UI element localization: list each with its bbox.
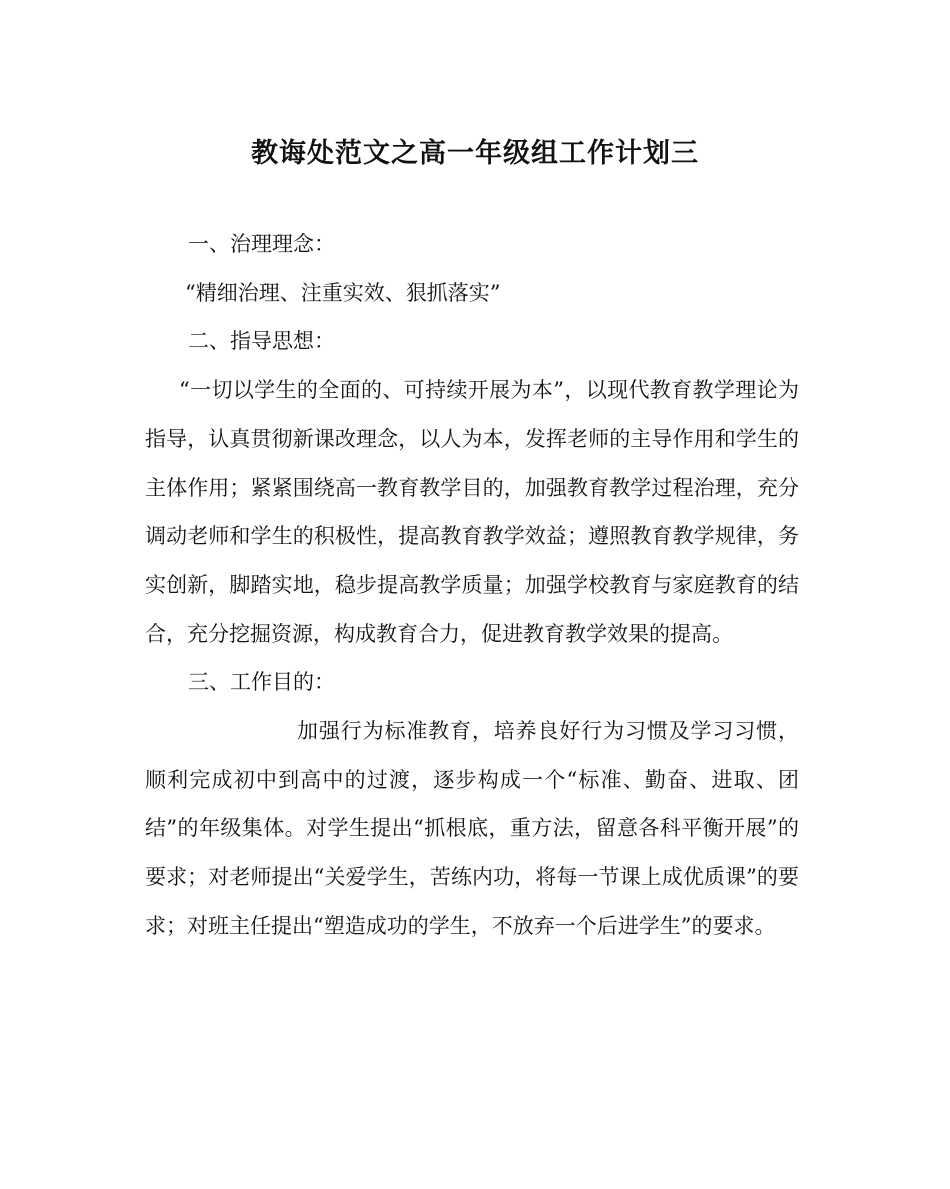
document-body (145, 220, 799, 951)
section-heading-guiding-thought: 二、指导思想： (188, 329, 335, 354)
philosophy-slogan: “精细治理、注重实效、狠抓落实” (185, 280, 501, 305)
section-heading-philosophy: 一、治理理念： (188, 232, 335, 256)
document-title: 教诲处范文之高一年级组工作计划三 (251, 138, 699, 169)
work-goals-paragraph: 加强行为标准教育，培养良好行为习惯及学习习惯，顺利完成初中到高中的过渡，逐步构成一个“标准、勤奋、进取、团结”的年级集体。对学生提出“抓根底，重方法，留意各科平衡开展”的要求；对老师提出“关爱学生，苦练内功，将每一节课上成优质课”的要求；对班主任提出“塑造成功的学生，不放弃一个后进学生”的要求。 (145, 719, 799, 938)
section-heading-work-goals: 三、工作目的： (188, 670, 335, 695)
guiding-thought-paragraph: “一切以学生的全面的、可持续开展为本”，以现代教育教学理论为指导，认真贯彻新课改理念，以人为本，发挥老师的主导作用和学生的主体作用；紧紧围绕高一教育教学目的，加强教育教学过程治理，充分调动老师和学生的积极性，提高教育教学效益；遵照教育教学规律，务实创新，脚踏实地，稳步提高教学质量；加强学校教育与家庭教育的结合，充分挖掘资源，构成教育合力，促进教育教学效果的提高。 (145, 378, 799, 646)
